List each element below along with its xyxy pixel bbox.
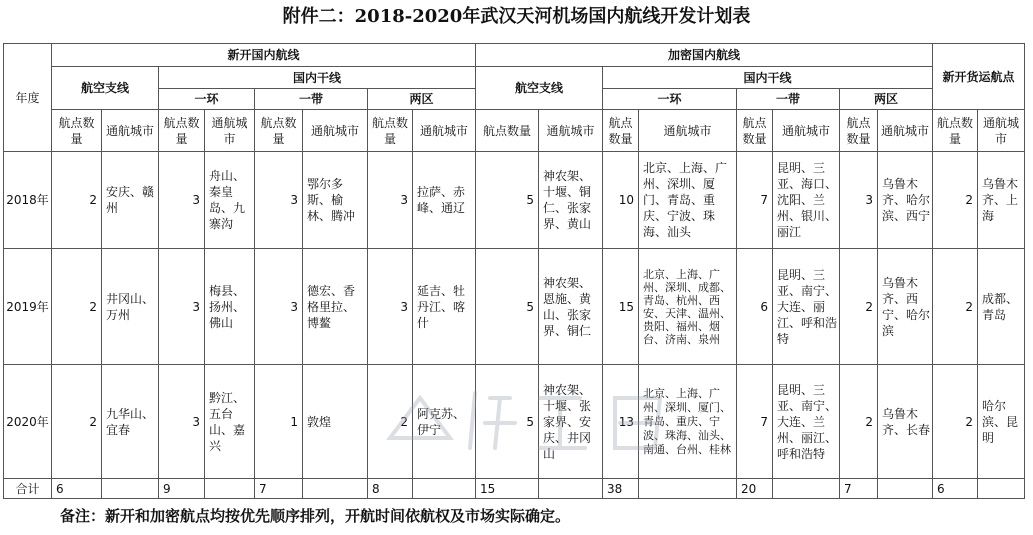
total-cell: 6 (52, 479, 102, 499)
cities-cell: 乌鲁木齐、长春 (878, 365, 933, 479)
empty-cell (303, 479, 368, 499)
total-row (4, 479, 1025, 499)
cities-cell: 北京、上海、广州、深圳、厦门、青岛、重庆、宁波、珠海、汕头、南通、台州、桂林 (639, 365, 737, 479)
count-header: 航点数量 (933, 110, 978, 152)
count-header: 航点数量 (52, 110, 102, 152)
count-cell: 7 (737, 365, 773, 479)
cities-cell: 乌鲁木齐、上海 (978, 152, 1025, 249)
footnote: 备注：新开和加密航点均按优先顺序排列，开航时间依航权及市场实际确定。 (60, 507, 571, 525)
count-cell: 10 (603, 152, 639, 249)
count-cell: 7 (737, 152, 773, 249)
total-cell: 8 (368, 479, 413, 499)
added-belt-header: 一带 (737, 89, 840, 110)
cities-cell: 北京、上海、广州、深圳、厦门、青岛、重庆、宁波、珠海、汕头 (639, 152, 737, 249)
count-cell: 2 (933, 365, 978, 479)
count-header: 航点数量 (840, 110, 878, 152)
added-zone-header: 两区 (840, 89, 933, 110)
count-header: 航点数量 (737, 110, 773, 152)
cities-cell: 北京、上海、广州、深圳、成都、青岛、杭州、西安、天津、温州、贵阳、福州、烟台、济南、泉州 (639, 249, 737, 365)
count-cell: 2 (52, 249, 102, 365)
cities-cell: 拉萨、赤峰、通辽 (413, 152, 476, 249)
new-belt-header: 一带 (255, 89, 368, 110)
cities-cell: 乌鲁木齐、西宁、哈尔滨 (878, 249, 933, 365)
count-cell: 2 (52, 152, 102, 249)
total-cell: 7 (840, 479, 878, 499)
new-domestic-header: 新开国内航线 (52, 44, 476, 67)
cities-header: 通航城市 (102, 110, 159, 152)
total-cell: 6 (933, 479, 978, 499)
count-cell: 3 (368, 249, 413, 365)
year-cell: 2018年 (4, 152, 52, 249)
count-cell: 3 (840, 152, 878, 249)
count-cell: 13 (603, 365, 639, 479)
count-header: 航点数量 (255, 110, 303, 152)
new-cargo-header: 新开货运航点 (933, 44, 1025, 110)
count-header: 航点数量 (476, 110, 539, 152)
cities-cell: 哈尔滨、昆明 (978, 365, 1025, 479)
year-cell: 2020年 (4, 365, 52, 479)
count-cell: 2 (933, 152, 978, 249)
empty-cell (205, 479, 255, 499)
new-trunk-header: 国内干线 (159, 67, 476, 89)
table-row-2020 (4, 365, 1025, 479)
count-cell: 5 (476, 249, 539, 365)
cities-cell: 神农架、恩施、黄山、张家界、铜仁 (539, 249, 603, 365)
total-label: 合计 (4, 479, 52, 499)
added-trunk-header: 国内干线 (603, 67, 933, 89)
cities-header: 通航城市 (413, 110, 476, 152)
count-cell: 3 (255, 152, 303, 249)
cities-header: 通航城市 (978, 110, 1025, 152)
new-branch-header: 航空支线 (52, 67, 159, 110)
cities-cell: 昆明、三亚、南宁、大连、丽江、呼和浩特 (773, 249, 840, 365)
count-cell: 2 (840, 249, 878, 365)
count-cell: 6 (737, 249, 773, 365)
added-branch-header: 航空支线 (476, 67, 603, 110)
new-ring-header: 一环 (159, 89, 255, 110)
count-header: 航点数量 (159, 110, 205, 152)
empty-cell (773, 479, 840, 499)
total-cell: 38 (603, 479, 639, 499)
empty-cell (539, 479, 603, 499)
cities-header: 通航城市 (773, 110, 840, 152)
total-cell: 15 (476, 479, 539, 499)
count-cell: 3 (368, 152, 413, 249)
cities-cell: 成都、青岛 (978, 249, 1025, 365)
count-cell: 5 (476, 152, 539, 249)
header-row-2 (4, 67, 1025, 89)
count-cell: 1 (255, 365, 303, 479)
total-cell: 20 (737, 479, 773, 499)
route-plan-table (3, 43, 1025, 499)
added-ring-header: 一环 (603, 89, 737, 110)
document-title: 附件二：2018-2020年武汉天河机场国内航线开发计划表 (282, 6, 751, 27)
cities-header: 通航城市 (205, 110, 255, 152)
cities-cell: 德宏、香格里拉、博鳌 (303, 249, 368, 365)
cities-cell: 井冈山、万州 (102, 249, 159, 365)
cities-cell: 神农架、十堰、张家界、安庆、井冈山 (539, 365, 603, 479)
cities-cell: 敦煌 (303, 365, 368, 479)
count-header: 航点数量 (603, 110, 639, 152)
total-cell: 9 (159, 479, 205, 499)
added-domestic-header: 加密国内航线 (476, 44, 933, 67)
empty-cell (102, 479, 159, 499)
count-cell: 2 (368, 365, 413, 479)
count-cell: 2 (933, 249, 978, 365)
cities-cell: 昆明、三亚、海口、沈阳、兰州、银川、丽江 (773, 152, 840, 249)
table-row-2018 (4, 152, 1025, 249)
cities-cell: 鄂尔多斯、榆林、腾冲 (303, 152, 368, 249)
cities-cell: 神农架、十堰、铜仁、张家界、黄山 (539, 152, 603, 249)
cities-cell: 舟山、秦皇岛、九寨沟 (205, 152, 255, 249)
count-cell: 3 (159, 365, 205, 479)
count-cell: 15 (603, 249, 639, 365)
cities-cell: 昆明、三亚、南宁、大连、兰州、丽江、呼和浩特 (773, 365, 840, 479)
cities-cell: 梅县、扬州、佛山 (205, 249, 255, 365)
count-header: 航点数量 (368, 110, 413, 152)
cities-cell: 九华山、宜春 (102, 365, 159, 479)
cities-cell: 安庆、赣州 (102, 152, 159, 249)
count-cell: 2 (840, 365, 878, 479)
cities-header: 通航城市 (303, 110, 368, 152)
cities-cell: 延吉、牡丹江、喀什 (413, 249, 476, 365)
year-header: 年度 (4, 44, 52, 152)
count-cell: 5 (476, 365, 539, 479)
cities-header: 通航城市 (878, 110, 933, 152)
count-cell: 2 (52, 365, 102, 479)
new-zone-header: 两区 (368, 89, 476, 110)
header-row-4 (4, 110, 1025, 152)
cities-header: 通航城市 (639, 110, 737, 152)
header-row-1 (4, 44, 1025, 67)
count-cell: 3 (159, 152, 205, 249)
total-cell: 7 (255, 479, 303, 499)
cities-header: 通航城市 (539, 110, 603, 152)
empty-cell (413, 479, 476, 499)
empty-cell (978, 479, 1025, 499)
empty-cell (878, 479, 933, 499)
table-row-2019 (4, 249, 1025, 365)
cities-cell: 阿克苏、伊宁 (413, 365, 476, 479)
count-cell: 3 (255, 249, 303, 365)
count-cell: 3 (159, 249, 205, 365)
cities-cell: 乌鲁木齐、哈尔滨、西宁 (878, 152, 933, 249)
empty-cell (639, 479, 737, 499)
year-cell: 2019年 (4, 249, 52, 365)
cities-cell: 黔江、五台山、嘉兴 (205, 365, 255, 479)
